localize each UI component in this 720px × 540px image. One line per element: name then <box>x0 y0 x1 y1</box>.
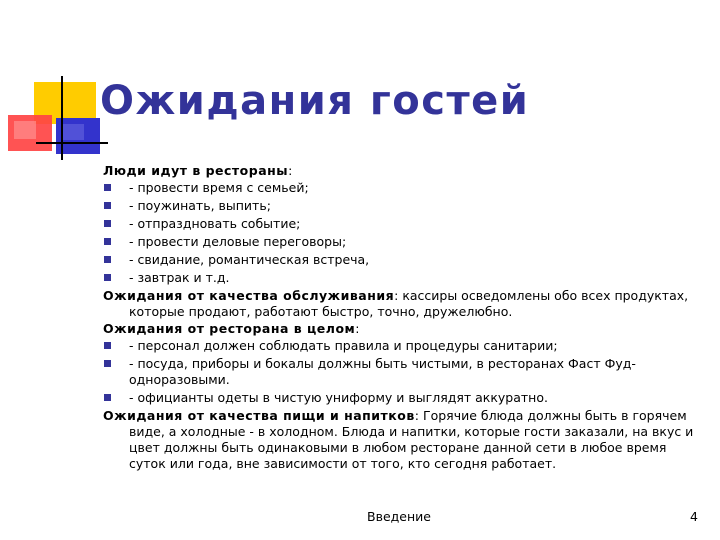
bullet-square-icon <box>104 184 111 191</box>
slide-title: Ожидания гостей <box>100 78 530 124</box>
footer-section-label: Введение <box>367 509 431 524</box>
bullet-text: - завтрак и т.д. <box>129 270 230 285</box>
list-item <box>103 252 703 268</box>
restaurant-bullet-list <box>103 338 703 406</box>
list-item <box>103 180 703 196</box>
bullet-text: - персонал должен соблюдать правила и процедуры санитарии; <box>129 338 558 353</box>
restaurant-paragraph <box>103 321 703 337</box>
service-paragraph <box>103 288 703 320</box>
blue-square-highlight <box>62 124 84 140</box>
bullet-text: - официанты одеты в чистую униформу и выглядят аккуратно. <box>129 390 548 405</box>
intro-lead: Люди идут в рестораны <box>103 163 289 178</box>
list-item <box>103 198 703 214</box>
list-item <box>103 356 703 388</box>
slide-content <box>103 163 703 473</box>
bullet-square-icon <box>104 220 111 227</box>
bullet-text: - провести деловые переговоры; <box>129 234 347 249</box>
intro-text: : <box>288 163 293 178</box>
red-square-highlight <box>14 121 36 139</box>
bullet-square-icon <box>104 238 111 245</box>
bullet-square-icon <box>104 342 111 349</box>
intro-bullet-list <box>103 180 703 286</box>
list-item <box>103 270 703 286</box>
yellow-square-right <box>62 82 96 122</box>
bullet-text: - провести время с семьей; <box>129 180 309 195</box>
bullet-square-icon <box>104 274 111 281</box>
bullet-text: - свидание, романтическая встреча, <box>129 252 370 267</box>
food-paragraph <box>103 408 703 472</box>
restaurant-lead: Ожидания от ресторана в целом <box>103 321 356 336</box>
bullet-text: - отпраздновать событие; <box>129 216 301 231</box>
service-lead: Ожидания от качества обслуживания <box>103 288 395 303</box>
corner-decoration <box>0 0 110 170</box>
restaurant-text: : <box>355 321 360 336</box>
food-lead: Ожидания от качества пищи и напитков <box>103 408 415 423</box>
bullet-square-icon <box>104 256 111 263</box>
list-item <box>103 390 703 406</box>
service-text: : кассиры осведомлены обо всех продуктах, которые продают, работают быстро, точно, дружелюбно. <box>129 288 689 319</box>
list-item <box>103 234 703 250</box>
bullet-square-icon <box>104 394 111 401</box>
list-item <box>103 216 703 232</box>
intro-paragraph <box>103 163 703 179</box>
list-item <box>103 338 703 354</box>
bullet-text: - поужинать, выпить; <box>129 198 271 213</box>
page-number: 4 <box>690 509 698 524</box>
food-text: : Горячие блюда должны быть в горячем виде, а холодные - в холодном. Блюда и напитки, которые гости заказали, на вкус и цвет должны быть одинаковыми в любом ресторане данной сети в любое время суток или года, вне зависимости от того, кто сегодня работает. <box>129 408 694 471</box>
bullet-text: - посуда, приборы и бокалы должны быть чистыми, в ресторанах Фаст Фуд-одноразовыми. <box>129 356 636 387</box>
bullet-square-icon <box>104 202 111 209</box>
bullet-square-icon <box>104 360 111 367</box>
